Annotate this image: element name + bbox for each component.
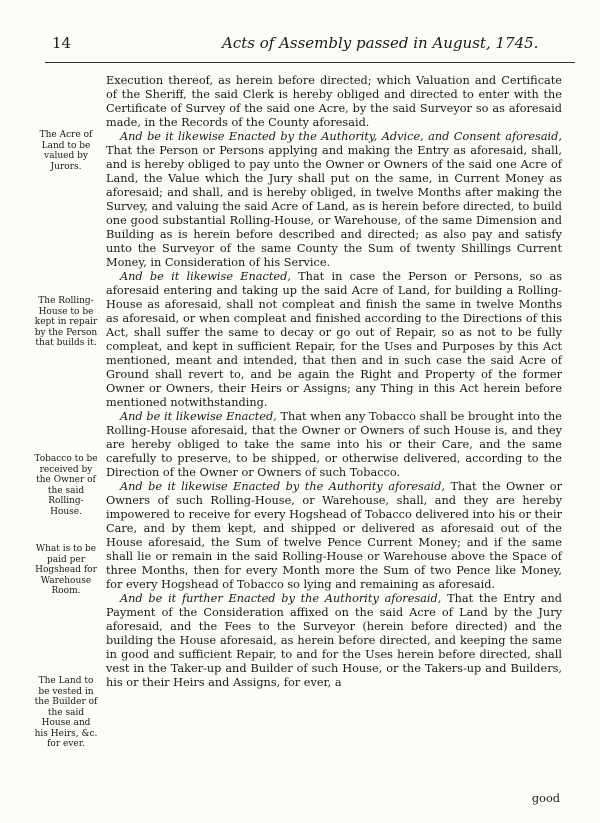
- header-rule: [45, 62, 575, 63]
- running-title: Acts of Assembly passed in August, 1745.: [222, 34, 539, 52]
- page-number: 14: [52, 34, 72, 52]
- margin-note: Tobacco to be received by the Owner of the said Rolling-House.: [34, 454, 98, 517]
- paragraph-text: Execution thereof, as herein before directed; which Valuation and Certificate of the Sheriff, the said Clerk is hereby obliged and directed to enter with the Certificate of Survey of the said one Acre, by the said Surveyor so as aforesaid made, in the Records of the County aforesaid.: [106, 74, 562, 129]
- margin-note: The Rolling-House to be kept in repair by the Person that builds it.: [34, 296, 98, 348]
- paragraph: [106, 410, 562, 480]
- paragraph-lead: And be it likewise Enacted,: [120, 270, 291, 283]
- paragraph-text: That the Entry and Payment of the Consideration affixed on the said Acre of Land by the Jury aforesaid, and the Fees to the Surveyor (herein before directed) and the building the House aforesaid, as herein before directed, and keeping the same in good and sufficient Repair, to and for the Uses herein before directed, shall vest in the Taker-up and Builder of such House, or the Takers-up and Builders, his or their Heirs and Assigns, for ever, a: [106, 592, 562, 689]
- paragraph: [106, 130, 562, 270]
- paragraph: [106, 74, 562, 130]
- margin-note: What is to be paid per Hogshead for Warehouse Room.: [35, 544, 97, 596]
- paragraph-lead: And be it likewise Enacted,: [120, 410, 277, 423]
- paragraph-text: That the Person or Persons applying and making the Entry as aforesaid, shall, and is hereby obliged to pay unto the Owner or Owners of the said one Acre of Land, the Value which the Jury shall put on the same, in Current Money as aforesaid; and shall, and is hereby obliged, in twelve Months after making the Survey, and valuing the said Acre of Land, as is herein before directed, to build one good substantial Rolling-House, or Warehouse, of the same Dimension and Building as is herein before described and directed; as also pay and satisfy unto the Surveyor of the same County the Sum of twenty Shillings Current Money, in Consideration of his Service.: [106, 144, 562, 269]
- paragraph-lead: And be it likewise Enacted by the Authority, Advice, and Consent aforesaid,: [120, 130, 562, 143]
- catchword: good: [531, 792, 560, 805]
- paragraph-text: That in case the Person or Persons, so as aforesaid entering and taking up the said Acre of Land, for building a Rolling-House as aforesaid, shall not compleat and finish the same in twelve Months as aforesaid, or when compleat and finished according to the Directions of this Act, shall suffer the same to decay or go out of Repair, so as not to be fully compleat, and kept in sufficient Repair, for the Uses and Purposes by this Act mentioned, meant and intended, that then and in such case the said Acre of Ground shall revert to, and be again the Right and Property of the former Owner or Owners, their Heirs or Assigns; any Thing in this Act herein before mentioned notwithstanding.: [106, 270, 562, 409]
- paragraph: [106, 270, 562, 410]
- body-text: [106, 74, 562, 690]
- paragraph-text: That when any Tobacco shall be brought into the Rolling-House aforesaid, that the Owner or Owners of such House is, and they are hereby obliged to take the same into his or their Care, and the same carefully to preserve, to be shipped, or otherwise delivered, according to the Direction of the Owner or Owners of such Tobacco.: [106, 410, 562, 479]
- paragraph-lead: And be it likewise Enacted by the Authority aforesaid,: [120, 480, 445, 493]
- margin-note: The Land to be vested in the Builder of the said House and his Heirs, &c. for ever.: [34, 676, 98, 749]
- margin-note: The Acre of Land to be valued by Jurors.: [39, 130, 93, 172]
- paragraph-lead: And be it further Enacted by the Authority aforesaid,: [120, 592, 442, 605]
- page-header: [52, 34, 572, 58]
- paragraph: [106, 592, 562, 690]
- paragraph-text: That the Owner or Owners of such Rolling-House, or Warehouse, shall, and they are hereby impowered to receive for every Hogshead of Tobacco delivered into his or their Care, and by them kept, and shipped or delivered as aforesaid out of the House aforesaid, the Sum of twelve Pence Current Money; and if the same shall lie or remain in the said Rolling-House or Warehouse above the Space of three Months, then for every Month more the Sum of two Pence like Money, for every Hogshead of Tobacco so lying and remaining as aforesaid.: [106, 480, 562, 591]
- paragraph: [106, 480, 562, 592]
